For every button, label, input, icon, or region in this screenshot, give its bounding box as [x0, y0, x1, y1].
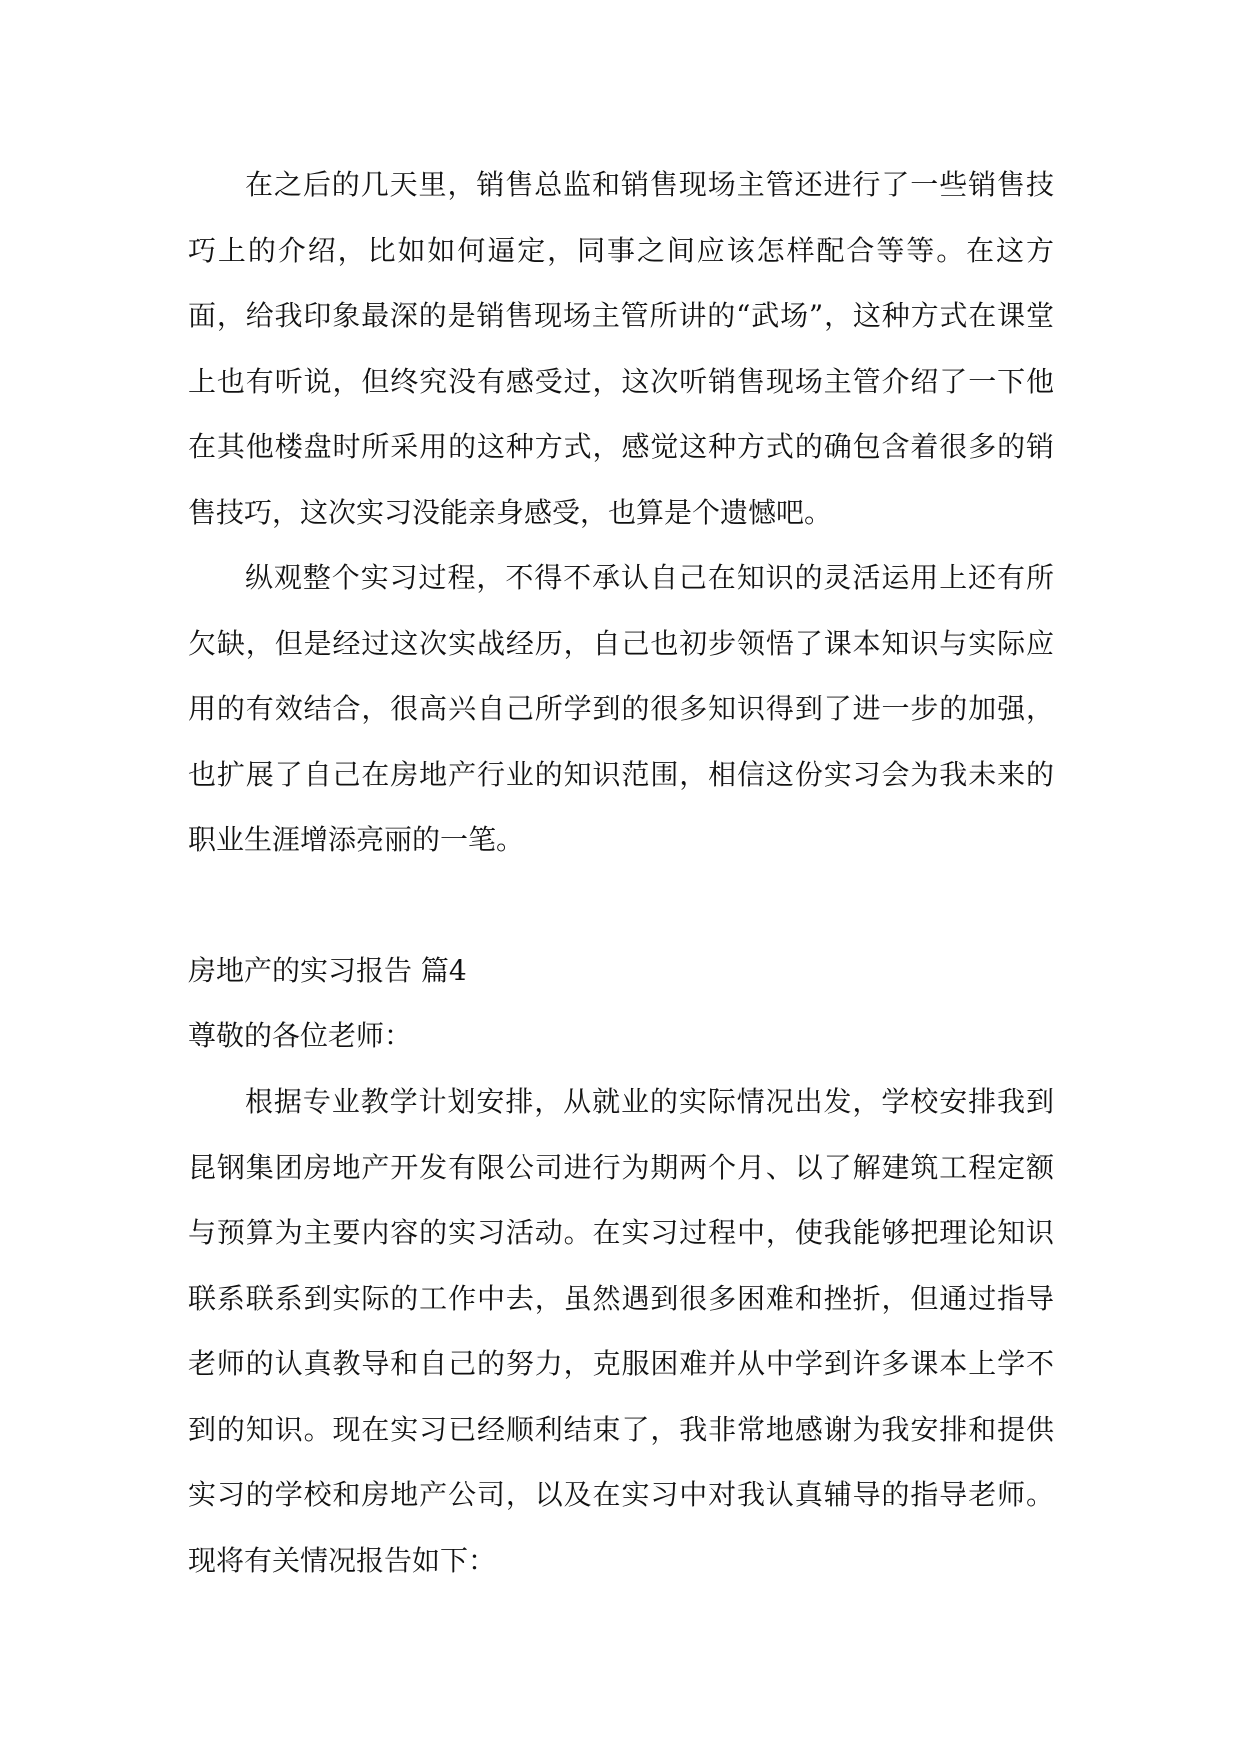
section-title: 房地产的实习报告 篇4: [188, 954, 467, 987]
salutation: 尊敬的各位老师：: [188, 1019, 413, 1052]
paragraph-internship-summary: 纵观整个实习过程，不得不承认自己在知识的灵活运用上还有所欠缺，但是经过这次实战经历，自己也初步领悟了课本知识与实际应用的有效结合，很高兴自己所学到的很多知识得到了进一步的加强，也扩展了自己在房地产行业的知识范围，相信这份实习会为我未来的职业生涯增添亮丽的一笔。: [188, 561, 1054, 856]
paragraph-sales-skills: 在之后的几天里，销售总监和销售现场主管还进行了一些销售技巧上的介绍，比如如何逼定，同事之间应该怎样配合等等。在这方面，给我印象最深的是销售现场主管所讲的“武场”，这种方式在课堂上也有听说，但终究没有感受过，这次听销售现场主管介绍了一下他在其他楼盘时所采用的这种方式，感觉这种方式的确包含着很多的销售技巧，这次实习没能亲身感受，也算是个遗憾吧。: [188, 168, 1054, 529]
paragraph-report-intro: 根据专业教学计划安排，从就业的实际情况出发，学校安排我到昆钢集团房地产开发有限公司进行为期两个月、以了解建筑工程定额与预算为主要内容的实习活动。在实习过程中，使我能够把理论知识联系联系到实际的工作中去，虽然遇到很多困难和挫折，但通过指导老师的认真教导和自己的努力，克服困难并从中学到许多课本上学不到的知识。现在实习已经顺利结束了，我非常地感谢为我安排和提供实习的学校和房地产公司，以及在实习中对我认真辅导的指导老师。现将有关情况报告如下：: [188, 1085, 1054, 1577]
